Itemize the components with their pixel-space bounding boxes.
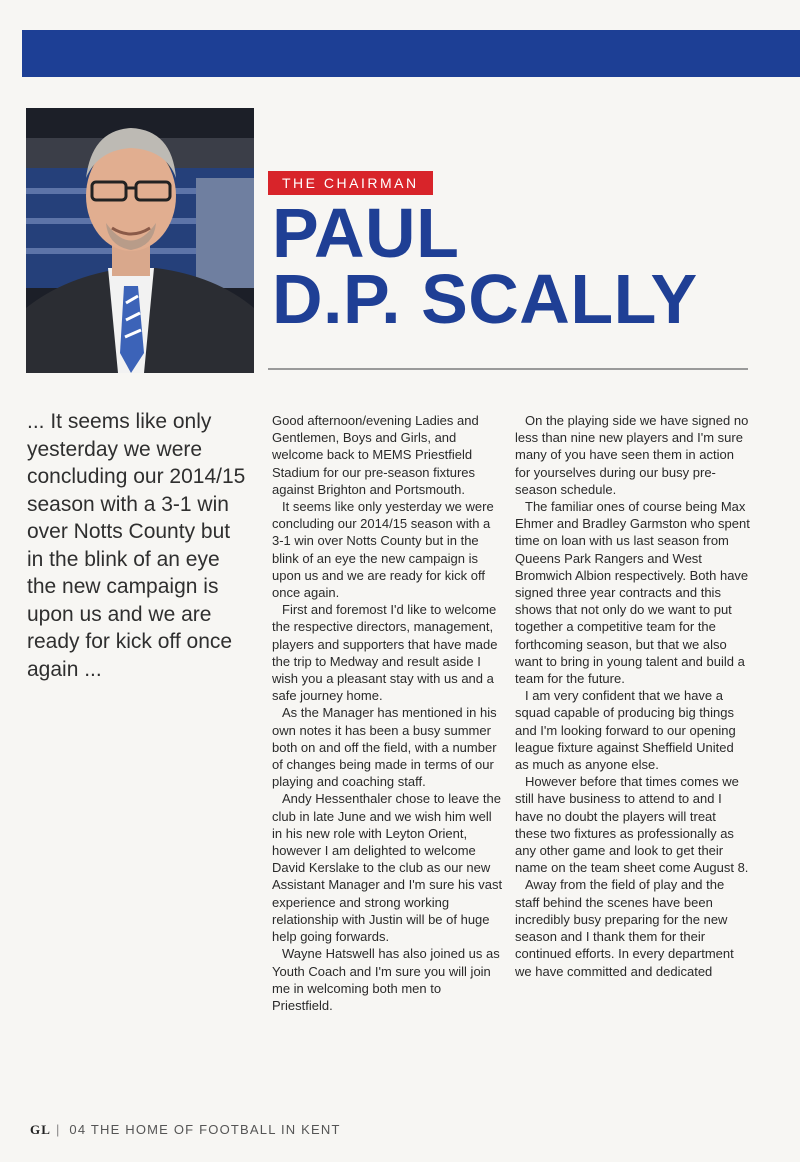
article-column-1	[272, 412, 504, 1014]
paragraph: Andy Hessenthaler chose to leave the club in late June and we wish him well in his new role with Leyton Orient, however I am delighted to welcome David Kerslake to the club as our new Assistant Manager and I'm sure his vast experience and strong working relationship with Justin will be of huge help going forwards.	[272, 791, 503, 945]
page-footer	[30, 1122, 341, 1138]
page-number: 04	[69, 1122, 87, 1137]
section-kicker: THE CHAIRMAN	[268, 171, 433, 195]
footer-separator: |	[56, 1122, 61, 1137]
paragraph: However before that times comes we still have business to attend to and I have no doubt the players will treat these two fixtures as professionally as any other game and look to get their name on the team sheet come August 8.	[515, 774, 749, 876]
paragraph: It seems like only yesterday we were concluding our 2014/15 season with a 3-1 win over Notts County but in the blink of an eye the new campaign is upon us and we are ready for kick off once again.	[272, 499, 494, 601]
pull-quote: ... It seems like only yesterday we were concluding our 2014/15 season with a 3-1 win over Notts County but in the blink of an eye the new campaign is upon us and we are ready for kick off once again ...	[27, 410, 246, 681]
portrait-image	[26, 108, 254, 373]
paragraph: On the playing side we have signed no less than nine new players and I'm sure many of you have seen them in action for yourselves during our busy pre-season schedule.	[515, 413, 749, 497]
footer-section-title: THE HOME OF FOOTBALL IN KENT	[90, 1122, 341, 1137]
paragraph: Away from the field of play and the staff behind the scenes have been incredibly busy preparing for the new season and I thank them for their continued efforts. In every department we have committed and dedicated	[515, 877, 734, 979]
paragraph: First and foremost I'd like to welcome the respective directors, management, players and supporters that have made the trip to Medway and result aside I wish you a pleasant stay with us and a safe journey home.	[272, 602, 498, 704]
paragraph: Wayne Hatswell has also joined us as Youth Coach and I'm sure you will join me in welcoming both men to Priestfield.	[272, 946, 500, 1013]
paragraph: Good afternoon/evening Ladies and Gentlemen, Boys and Girls, and welcome back to MEMS Priestfield Stadium for our pre-season fixtures against Brighton and Portsmouth.	[272, 413, 479, 497]
article-column-2	[515, 412, 750, 980]
chairman-photo	[26, 108, 254, 373]
paragraph: I am very confident that we have a squad capable of producing big things and I'm looking forward to our opening league fixture against Sheffield United as much as anyone else.	[515, 688, 736, 773]
paragraph: The familiar ones of course being Max Ehmer and Bradley Garmston who spent time on loan with us last season from Queens Park Rangers and West Bromwich Albion respectively. Both have signed three year contracts and this shows that not only do we want to put together a competitive team for the forthcoming season, but that we also want to bring in young talent and build a team for the future.	[515, 499, 750, 687]
title-line-1: PAUL	[272, 194, 460, 272]
paragraph: As the Manager has mentioned in his own notes it has been a busy summer both on and off the field, with a number of changes being made in terms of our playing and coaching staff.	[272, 705, 497, 790]
club-logo: GL	[30, 1122, 52, 1137]
divider	[268, 368, 748, 370]
page-title	[272, 194, 698, 338]
header-band	[22, 30, 800, 77]
title-line-2: D.P. SCALLY	[272, 260, 698, 338]
